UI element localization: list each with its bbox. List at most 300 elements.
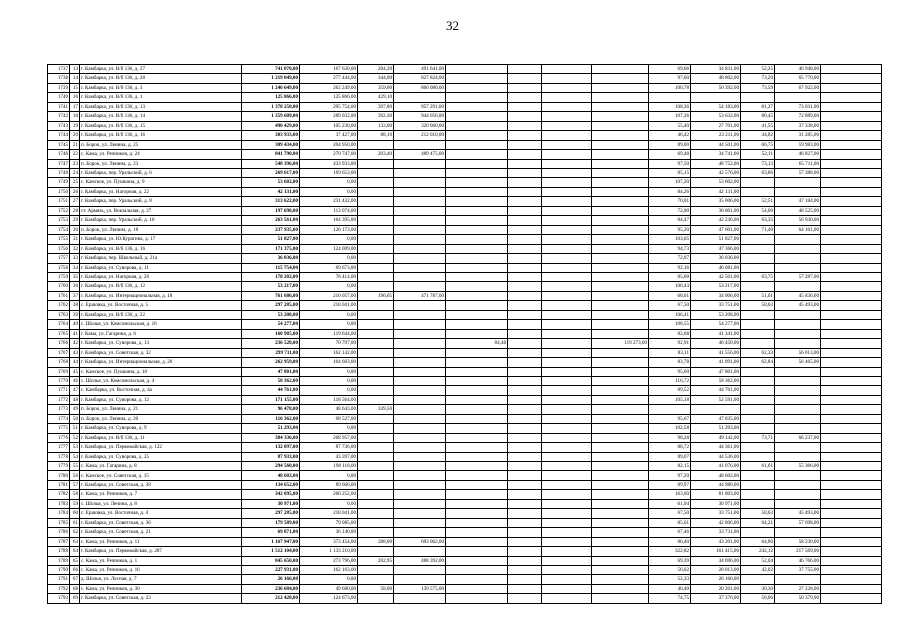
cell-sub-number: 27 [70,197,80,206]
cell-cost-part-5: 57 388,00 [775,168,821,177]
cell-cost-part-5 [775,490,821,499]
cell-unit-rate-3: 163,60 [649,490,691,499]
cell-address: г. Камбарка, ул. В/б 136, д. 1 [80,93,242,102]
cell-extra-column [446,263,508,272]
cell-unit-rate-4: 50,63 [741,301,775,310]
cell-cost-part-4: 36 036,00 [691,254,741,263]
cell-sub-number: 42 [70,339,80,348]
table-row [48,528,882,537]
cell-unit-rate-1 [358,471,394,480]
cell-extra-column [446,462,508,471]
cell-cost-part-6 [821,367,882,376]
cell-total-cost: 53 217,00 [242,282,300,291]
cell-unit-rate-3: 107,26 [649,112,691,121]
cell-cost-part-1: 89 666,00 [300,480,358,489]
table-row [48,480,882,489]
cell-unit-rate-1 [358,244,394,253]
cell-unit-rate-2 [508,121,542,130]
cell-unit-rate-4 [741,339,775,348]
cell-address: г. Камбарка, ул. Нагорная, д. 22 [80,187,242,196]
cell-extra-column [446,329,508,338]
cell-address: п. Борок, ул. Ленина, д. 23 [80,159,242,168]
cell-cost-part-2 [394,424,446,433]
cell-unit-rate-1 [358,452,394,461]
cell-unit-rate-2 [508,272,542,281]
table-row [48,112,882,121]
cell-unit-rate-2 [508,83,542,92]
cell-cost-part-3 [542,566,592,575]
cell-sub-number: 17 [70,102,80,111]
cell-address: с. Камское, ул. Пушкина, д. 10 [80,367,242,376]
cell-unit-rate-3: 70,01 [649,197,691,206]
cell-total-cost: 342 095,00 [242,490,300,499]
cell-unit-rate-4: 41,55 [741,121,775,130]
cell-cost-part-6 [821,499,882,508]
cell-extra-column-2 [592,537,649,546]
cell-extra-column-2 [592,433,649,442]
cell-cost-part-3 [542,131,592,140]
cell-cost-part-6 [821,329,882,338]
cell-cost-part-2 [394,499,446,508]
cell-total-cost: 1 378 258,00 [242,102,300,111]
table-row [48,121,882,130]
table-row [48,452,882,461]
cell-unit-rate-1 [358,282,394,291]
table-row [48,405,882,414]
cell-cost-part-4: 34 831,00 [691,65,741,74]
cell-unit-rate-2 [508,386,542,395]
cell-unit-rate-1 [358,358,394,367]
cell-sub-number: 56 [70,471,80,480]
cell-address: с. Кама, ул. Речников, д. 24 [80,150,242,159]
cell-cost-part-2 [394,509,446,518]
cell-unit-rate-1: 196,05 [358,291,394,300]
cell-sub-number: 13 [70,65,80,74]
cell-extra-column [446,301,508,310]
cell-extra-column [446,386,508,395]
cell-address: с. Камбарка, ул. Восточная, д. 4а [80,386,242,395]
cell-unit-rate-4: 63,75 [741,272,775,281]
cell-extra-column [446,74,508,83]
cell-extra-column [446,528,508,537]
cell-row-number: 1769 [48,367,70,376]
cell-cost-part-2: 139 575,00 [394,584,446,593]
cell-cost-part-2 [394,462,446,471]
cell-cost-part-5 [775,424,821,433]
cell-unit-rate-2 [508,159,542,168]
table-row [48,537,882,546]
cell-cost-part-1: 48 643,00 [300,405,358,414]
cell-cost-part-2 [394,490,446,499]
cell-cost-part-6 [821,433,882,442]
cell-unit-rate-4: 63,35 [741,216,775,225]
table-row [48,594,882,603]
cell-row-number: 1767 [48,348,70,357]
cell-cost-part-3 [542,216,592,225]
cell-cost-part-4: 20 201,00 [691,584,741,593]
cell-cost-part-3 [542,320,592,329]
cell-unit-rate-1 [358,310,394,319]
cell-unit-rate-4: 50,63 [741,509,775,518]
cell-cost-part-1: 270 747,00 [300,150,358,159]
cell-total-cost: 36 036,00 [242,254,300,263]
table-row [48,83,882,92]
cell-cost-part-2: 827 824,00 [394,74,446,83]
cell-cost-part-4: 42 131,00 [691,187,741,196]
cell-unit-rate-4 [741,452,775,461]
cell-unit-rate-1: 344,00 [358,74,394,83]
cell-cost-part-3 [542,197,592,206]
cell-cost-part-6 [821,254,882,263]
cell-address: г. Камбарка, ул. Советская, д. 21 [80,528,242,537]
cell-total-cost: 299 711,00 [242,348,300,357]
cell-unit-rate-3: 97,50 [649,159,691,168]
cell-total-cost: 116 362,00 [242,414,300,423]
cell-extra-column [446,509,508,518]
cell-sub-number: 57 [70,480,80,489]
cell-cost-part-1: 198 118,00 [300,462,358,471]
cell-unit-rate-2 [508,405,542,414]
cell-unit-rate-4: 54,00 [741,206,775,215]
cell-sub-number: 29 [70,216,80,225]
cell-unit-rate-2 [508,575,542,584]
cell-cost-part-5: 65 711,00 [775,159,821,168]
cell-unit-rate-1 [358,272,394,281]
cell-cost-part-6 [821,206,882,215]
cell-total-cost: 548 396,00 [242,159,300,168]
cell-unit-rate-1 [358,490,394,499]
cell-extra-column [446,310,508,319]
cell-unit-rate-3 [649,405,691,414]
cell-extra-column-2 [592,140,649,149]
cell-cost-part-3 [542,405,592,414]
cell-sub-number: 37 [70,291,80,300]
cell-sub-number: 58 [70,490,80,499]
cell-unit-rate-2 [508,178,542,187]
cell-total-cost: 297 285,00 [242,301,300,310]
cell-unit-rate-2 [508,102,542,111]
cell-cost-part-6 [821,348,882,357]
cell-total-cost: 178 202,00 [242,272,300,281]
cell-unit-rate-4 [741,244,775,253]
cell-total-cost: 761 686,00 [242,291,300,300]
cell-unit-rate-2 [508,206,542,215]
cell-unit-rate-4 [741,405,775,414]
cell-unit-rate-2 [508,424,542,433]
table-row [48,499,882,508]
cell-sub-number: 59 [70,499,80,508]
cell-unit-rate-3: 83,78 [649,358,691,367]
table-row [48,178,882,187]
cell-unit-rate-4: 34,82 [741,131,775,140]
cell-unit-rate-3: 82,15 [649,462,691,471]
cell-cost-part-4: 33 731,00 [691,528,741,537]
cell-unit-rate-3: 89,97 [649,480,691,489]
cell-total-cost: 1 359 609,00 [242,112,300,121]
cell-unit-rate-2 [508,452,542,461]
table-row [48,547,882,556]
cell-cost-part-1: 289 032,00 [300,112,358,121]
cell-cost-part-2 [394,358,446,367]
cell-address: г. Камбарка, ул. В/б 136, д. 16 [80,131,242,140]
cell-sub-number: 34 [70,263,80,272]
cell-cost-part-3 [542,83,592,92]
cell-cost-part-3 [542,471,592,480]
cell-cost-part-1: 126 173,00 [300,225,358,234]
cell-unit-rate-2 [508,339,542,348]
cell-address: с. Ершовка, ул. Восточная, д. 4 [80,509,242,518]
cell-unit-rate-3: 92,91 [649,339,691,348]
cell-address: с. Камское, ул. Пушкина, д. 9 [80,178,242,187]
cell-cost-part-3 [542,518,592,527]
cell-unit-rate-1 [358,566,394,575]
cell-extra-column-2 [592,206,649,215]
cell-extra-column-2 [592,310,649,319]
cell-extra-column [446,537,508,546]
cell-row-number: 1745 [48,140,70,149]
cell-cost-part-6 [821,395,882,404]
cell-cost-part-1: 87 736,00 [300,443,358,452]
cell-cost-part-1: 262 249,00 [300,83,358,92]
cell-extra-column-2 [592,518,649,527]
cell-cost-part-1: 79 085,00 [300,518,358,527]
cell-cost-part-2 [394,272,446,281]
cell-unit-rate-2 [508,112,542,121]
cell-cost-part-3 [542,424,592,433]
cell-sub-number: 60 [70,509,80,518]
cell-unit-rate-1: 288,00 [358,537,394,546]
cell-cost-part-4: 46 458,00 [691,339,741,348]
cell-unit-rate-2 [508,291,542,300]
cell-cost-part-5: 46 766,00 [775,556,821,565]
cell-unit-rate-3: 322,82 [649,547,691,556]
cell-extra-column-2 [592,556,649,565]
cell-cost-part-1: 0,00 [300,235,358,244]
cell-unit-rate-2 [508,235,542,244]
cell-unit-rate-2 [508,187,542,196]
cell-cost-part-2 [394,339,446,348]
table-row [48,263,882,272]
cell-row-number: 1780 [48,471,70,480]
cell-extra-column [446,575,508,584]
cell-unit-rate-1: 204,39 [358,65,394,74]
cell-cost-part-5 [775,499,821,508]
cell-unit-rate-3: 69,48 [649,150,691,159]
cell-unit-rate-1 [358,187,394,196]
cell-total-cost: 179 589,00 [242,518,300,527]
cell-address: г. Камбарка, ул. В/б 136, д. 22 [80,310,242,319]
cell-cost-part-5 [775,414,821,423]
cell-total-cost: 48 603,00 [242,471,300,480]
cell-cost-part-1: 268 957,00 [300,433,358,442]
cell-cost-part-3 [542,395,592,404]
cell-cost-part-3 [542,310,592,319]
cell-cost-part-5: 48 525,00 [775,206,821,215]
cell-extra-column [446,556,508,565]
cell-cost-part-6 [821,150,882,159]
cell-cost-part-5 [775,254,821,263]
cell-sub-number: 15 [70,83,80,92]
cell-row-number: 1783 [48,499,70,508]
cell-cost-part-2 [394,433,446,442]
cell-unit-rate-3: 86,40 [649,537,691,546]
cell-cost-part-5: 46 827,00 [775,150,821,159]
cell-cost-part-6 [821,216,882,225]
cell-cost-part-5: 65 770,00 [775,74,821,83]
cell-unit-rate-2 [508,367,542,376]
cell-cost-part-3 [542,206,592,215]
cell-extra-column-2 [592,150,649,159]
cell-extra-column-2 [592,509,649,518]
cell-total-cost: 26 166,00 [242,575,300,584]
cell-row-number: 1763 [48,310,70,319]
table-row [48,102,882,111]
cell-address: г. Камбарка, ул. Первомайская, д. 122 [80,443,242,452]
cell-cost-part-4: 48 602,00 [691,471,741,480]
cell-row-number: 1756 [48,244,70,253]
cell-extra-column [446,395,508,404]
cell-unit-rate-2 [508,594,542,603]
cell-cost-part-4: 30 971,00 [691,499,741,508]
cell-extra-column [446,216,508,225]
cell-unit-rate-1 [358,528,394,537]
cell-unit-rate-3: 89,07 [649,452,691,461]
cell-unit-rate-3: 85,00 [649,272,691,281]
cell-unit-rate-1 [358,329,394,338]
cell-unit-rate-4: 73,13 [741,159,775,168]
cell-unit-rate-4 [741,528,775,537]
cell-cost-part-2 [394,386,446,395]
cell-total-cost: 53 208,00 [242,310,300,319]
cell-extra-column [446,65,508,74]
cell-unit-rate-2 [508,462,542,471]
cell-sub-number: 25 [70,178,80,187]
cell-unit-rate-2 [508,168,542,177]
cell-cost-part-2 [394,235,446,244]
cell-cost-part-4: 48 752,00 [691,159,741,168]
cell-cost-part-1: 218 041,00 [300,509,358,518]
cell-cost-part-6 [821,159,882,168]
cell-cost-part-5: 72 889,00 [775,112,821,121]
cell-unit-rate-3: 67,50 [649,509,691,518]
cell-cost-part-1: 218 041,00 [300,301,358,310]
cell-unit-rate-2 [508,244,542,253]
cell-row-number: 1786 [48,528,70,537]
cell-cost-part-1: 0,00 [300,376,358,385]
cell-unit-rate-3: 89,52 [649,386,691,395]
cell-cost-part-6 [821,291,882,300]
cell-unit-rate-2 [508,197,542,206]
cell-cost-part-4: 53 208,00 [691,310,741,319]
cell-cost-part-6 [821,140,882,149]
cell-extra-column [446,547,508,556]
cell-cost-part-5 [775,367,821,376]
cell-row-number: 1771 [48,386,70,395]
cell-unit-rate-2 [508,471,542,480]
cell-unit-rate-3: 106,43 [649,282,691,291]
cell-cost-part-4: 42 501,00 [691,272,741,281]
cell-sub-number: 66 [70,566,80,575]
cell-unit-rate-2 [508,74,542,83]
cell-sub-number: 48 [70,395,80,404]
cell-total-cost: 171 155,00 [242,395,300,404]
cell-cost-part-1: 69 673,00 [300,263,358,272]
cell-unit-rate-4 [741,254,775,263]
cell-cost-part-3 [542,263,592,272]
cell-cost-part-4: 42 236,00 [691,216,741,225]
cell-extra-column-2 [592,329,649,338]
cell-cost-part-4: 37 376,00 [691,594,741,603]
cell-extra-column-2 [592,102,649,111]
cell-unit-rate-1 [358,518,394,527]
cell-sub-number: 41 [70,329,80,338]
cell-cost-part-4: 161 415,00 [691,547,741,556]
cell-cost-part-2 [394,216,446,225]
table-row [48,443,882,452]
cell-unit-rate-2 [508,584,542,593]
cell-unit-rate-1 [358,178,394,187]
cell-extra-column [446,291,508,300]
cell-unit-rate-1 [358,254,394,263]
cell-unit-rate-1 [358,206,394,215]
cell-cost-part-6 [821,556,882,565]
cell-address: г. Камбарка, ул. Суворова, д. 25 [80,452,242,461]
cell-unit-rate-3: 106,41 [649,310,691,319]
cell-cost-part-3 [542,272,592,281]
cell-cost-part-1: 0,00 [300,187,358,196]
cell-row-number: 1773 [48,405,70,414]
cell-sub-number: 61 [70,518,80,527]
cell-extra-column [446,414,508,423]
cell-cost-part-1: 164 603,00 [300,358,358,367]
table-row [48,159,882,168]
cell-cost-part-2 [394,480,446,489]
cell-cost-part-5: 46 948,00 [775,65,821,74]
cell-cost-part-5: 37 338,00 [775,121,821,130]
cell-cost-part-1: 0,00 [300,310,358,319]
cell-unit-rate-3: 102,58 [649,424,691,433]
cell-cost-part-1: 231 432,00 [300,197,358,206]
cell-cost-part-2 [394,93,446,102]
cell-cost-part-3 [542,433,592,442]
cell-row-number: 1782 [48,490,70,499]
cell-unit-rate-3: 84,26 [649,187,691,196]
cell-cost-part-2 [394,395,446,404]
cell-unit-rate-2 [508,216,542,225]
cell-unit-rate-2 [508,348,542,357]
cell-cost-part-6 [821,272,882,281]
cell-extra-column-2 [592,566,649,575]
cell-cost-part-2: 488 392,00 [394,556,446,565]
cell-extra-column-2 [592,499,649,508]
cell-sub-number: 26 [70,187,80,196]
cell-sub-number: 68 [70,584,80,593]
cell-cost-part-3 [542,93,592,102]
cell-cost-part-5: 66 237,00 [775,433,821,442]
cell-row-number: 1791 [48,575,70,584]
cell-sub-number: 69 [70,594,80,603]
cell-cost-part-3 [542,452,592,461]
cell-cost-part-4: 44 501,00 [691,140,741,149]
cell-sub-number: 40 [70,320,80,329]
cell-cost-part-4: 41 076,00 [691,462,741,471]
cell-sub-number: 19 [70,121,80,130]
cell-cost-part-1: 204 950,00 [300,140,358,149]
cell-cost-part-6 [821,112,882,121]
cell-total-cost: 1 246 649,00 [242,83,300,92]
cell-address: г. Камбарка, ул. В/б 136, д. 3 [80,83,242,92]
cell-extra-column-2 [592,291,649,300]
